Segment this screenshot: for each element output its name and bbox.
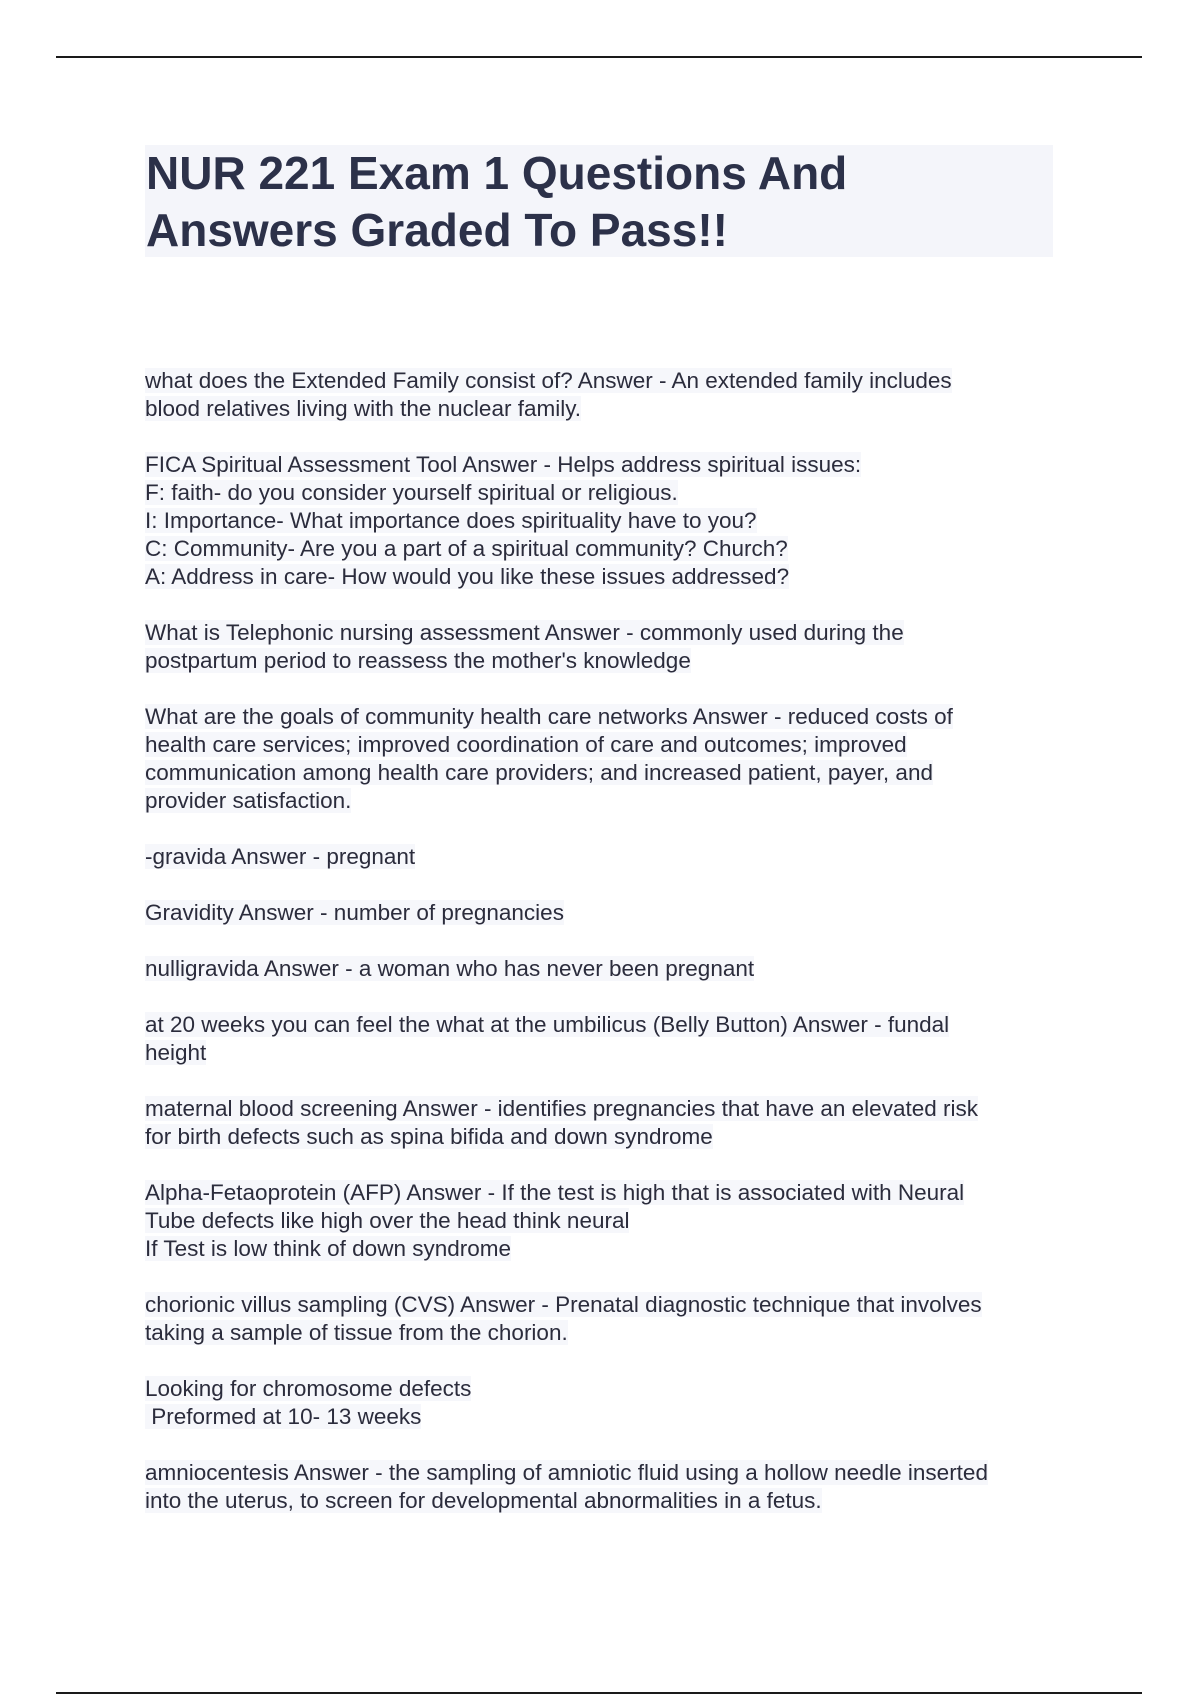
qa-line (145, 1179, 1065, 1207)
qa-line-text: What are the goals of community health care networks Answer - reduced costs of (145, 704, 953, 729)
qa-line-text: taking a sample of tissue from the chorion. (145, 1320, 568, 1345)
qa-line (145, 955, 1065, 983)
qa-line-text: If Test is low think of down syndrome (145, 1236, 511, 1261)
qa-line-text: Tube defects like high over the head think neural (145, 1208, 630, 1233)
qa-line (145, 1459, 1065, 1487)
qa-line-text: nulligravida Answer - a woman who has never been pregnant (145, 956, 755, 981)
qa-line-text: -gravida Answer - pregnant (145, 844, 416, 869)
qa-line-text: FICA Spiritual Assessment Tool Answer - Helps address spiritual issues: (145, 452, 862, 477)
qa-line (145, 563, 1065, 591)
qa-line (145, 787, 1065, 815)
title-line: NUR 221 Exam 1 Questions And (146, 147, 848, 199)
qa-line (145, 1123, 1065, 1151)
qa-entry (145, 955, 1065, 983)
qa-entry (145, 1095, 1065, 1151)
qa-entry (145, 899, 1065, 927)
qa-line-text: maternal blood screening Answer - identifies pregnancies that have an elevated risk (145, 1096, 978, 1121)
qa-line-text: blood relatives living with the nuclear family. (145, 396, 582, 421)
qa-line (145, 1319, 1065, 1347)
qa-line (145, 843, 1065, 871)
qa-line-text: health care services; improved coordination of care and outcomes; improved (145, 732, 907, 757)
qa-line (145, 1207, 1065, 1235)
qa-line (145, 507, 1065, 535)
bottom-divider (56, 1692, 1142, 1694)
qa-entry (145, 367, 1065, 423)
qa-line (145, 703, 1065, 731)
qa-line-text: provider satisfaction. (145, 788, 352, 813)
qa-entry (145, 1011, 1065, 1067)
qa-line (145, 1011, 1065, 1039)
title-line: Answers Graded To Pass!! (146, 204, 728, 256)
qa-entry (145, 843, 1065, 871)
qa-entry (145, 703, 1065, 815)
qa-line-text: Alpha-Fetaoprotein (AFP) Answer - If the test is high that is associated with Neural (145, 1180, 965, 1205)
qa-line-text: A: Address in care- How would you like these issues addressed? (145, 564, 790, 589)
document-title (145, 145, 1053, 259)
qa-line (145, 535, 1065, 563)
qa-line (145, 451, 1065, 479)
qa-line-text: at 20 weeks you can feel the what at the umbilicus (Belly Button) Answer - fundal (145, 1012, 950, 1037)
qa-line (145, 759, 1065, 787)
qa-list (145, 367, 1065, 1543)
qa-line (145, 479, 1065, 507)
qa-line-text: Looking for chromosome defects (145, 1376, 472, 1401)
qa-entry (145, 1179, 1065, 1263)
qa-line (145, 1039, 1065, 1067)
qa-line (145, 647, 1065, 675)
title-block (145, 145, 1053, 257)
qa-line-text: for birth defects such as spina bifida and down syndrome (145, 1124, 713, 1149)
qa-line (145, 1291, 1065, 1319)
qa-line-text: chorionic villus sampling (CVS) Answer - Prenatal diagnostic technique that involves (145, 1292, 982, 1317)
qa-entry (145, 1459, 1065, 1515)
qa-line-text: C: Community- Are you a part of a spiritual community? Church? (145, 536, 788, 561)
qa-line (145, 367, 1065, 395)
qa-line-text: Gravidity Answer - number of pregnancies (145, 900, 564, 925)
qa-entry (145, 451, 1065, 591)
qa-line-text: into the uterus, to screen for developmental abnormalities in a fetus. (145, 1488, 822, 1513)
qa-line (145, 1487, 1065, 1515)
qa-line-text: communication among health care providers; and increased patient, payer, and (145, 760, 933, 785)
qa-line (145, 1095, 1065, 1123)
qa-line-text: what does the Extended Family consist of? Answer - An extended family includes (145, 368, 952, 393)
qa-line-text: height (145, 1040, 207, 1065)
qa-line-text: F: faith- do you consider yourself spiritual or religious. (145, 480, 678, 505)
qa-line-text: Preformed at 10- 13 weeks (145, 1404, 422, 1429)
qa-line (145, 1235, 1065, 1263)
qa-entry (145, 1291, 1065, 1347)
qa-line-text: postpartum period to reassess the mother's knowledge (145, 648, 691, 673)
qa-entry (145, 1375, 1065, 1431)
qa-line (145, 899, 1065, 927)
top-divider (56, 56, 1142, 58)
qa-line (145, 731, 1065, 759)
qa-line (145, 1403, 1065, 1431)
qa-line-text: I: Importance- What importance does spirituality have to you? (145, 508, 757, 533)
qa-line-text: amniocentesis Answer - the sampling of amniotic fluid using a hollow needle inserted (145, 1460, 988, 1485)
qa-line (145, 395, 1065, 423)
qa-line (145, 1375, 1065, 1403)
qa-line-text: What is Telephonic nursing assessment Answer - commonly used during the (145, 620, 904, 645)
qa-line (145, 619, 1065, 647)
qa-entry (145, 619, 1065, 675)
